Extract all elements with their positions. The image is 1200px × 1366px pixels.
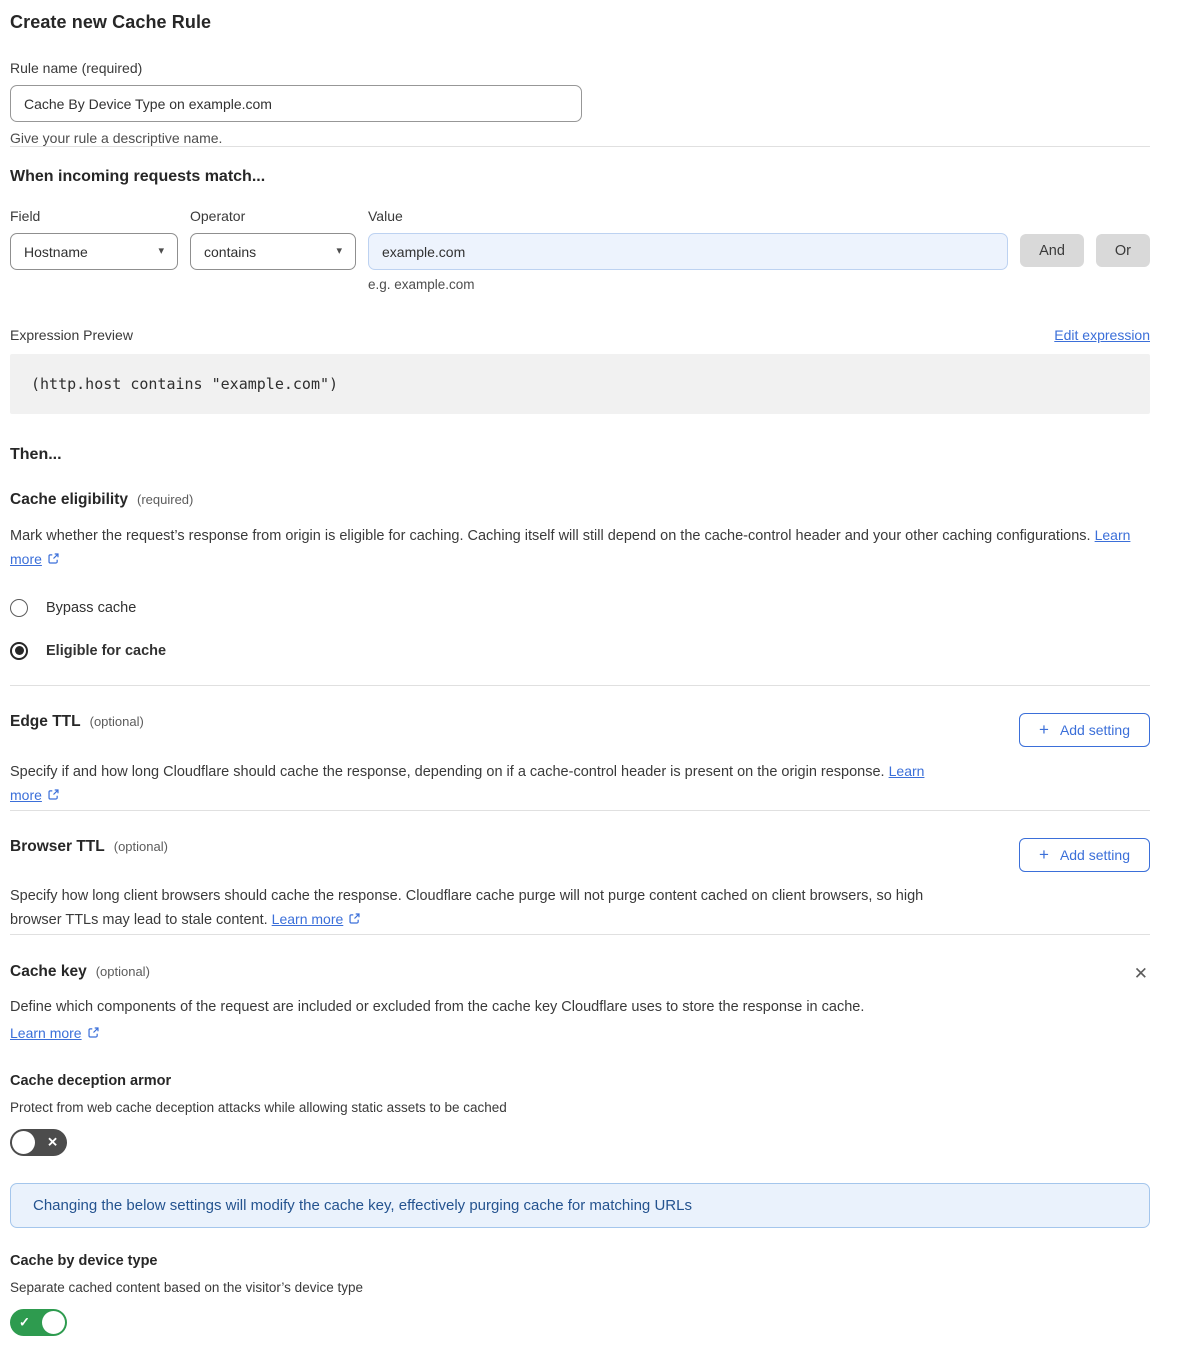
- toggle-knob: [12, 1131, 35, 1154]
- learn-more-link[interactable]: Learn more: [10, 762, 925, 804]
- edge-ttl-title: Edge TTL: [10, 712, 81, 730]
- radio-button-checked-icon: [10, 642, 28, 660]
- radio-bypass-cache-label: Bypass cache: [46, 599, 137, 616]
- optional-tag: (optional): [113, 838, 168, 854]
- field-label: Field: [10, 208, 41, 224]
- expression-code: (http.host contains "example.com"): [10, 354, 1150, 414]
- cache-eligibility-options: [10, 599, 1150, 660]
- toggle-check-icon: ✓: [19, 1314, 30, 1330]
- cache-by-device-type-title: Cache by device type: [10, 1252, 158, 1269]
- and-button[interactable]: And: [1020, 234, 1084, 267]
- optional-tag: (optional): [95, 963, 150, 979]
- cache-eligibility-description: [10, 524, 1150, 574]
- cache-deception-armor-toggle[interactable]: [10, 1129, 67, 1156]
- external-link-icon: [47, 553, 60, 569]
- match-condition-row: [10, 208, 1150, 292]
- operator-select[interactable]: [190, 233, 356, 270]
- browser-ttl-title: Browser TTL: [10, 837, 105, 855]
- external-link-icon: [348, 913, 361, 929]
- field-select-value: Hostname: [24, 243, 88, 260]
- field-select[interactable]: [10, 233, 178, 270]
- match-heading: When incoming requests match...: [10, 168, 266, 185]
- radio-button-icon: [10, 599, 28, 617]
- edge-ttl-description: [10, 760, 950, 810]
- browser-ttl-section: [10, 838, 1150, 934]
- learn-more-link[interactable]: Learn more: [10, 527, 1131, 568]
- chevron-down-icon: ▾: [336, 245, 342, 257]
- radio-eligible-for-cache[interactable]: [10, 642, 1150, 660]
- cache-key-learn-more-row: [10, 1022, 1150, 1047]
- value-input[interactable]: [368, 233, 1008, 270]
- edge-ttl-section: [10, 713, 1150, 810]
- cache-eligibility-section: [10, 491, 1150, 660]
- cache-eligibility-title: Cache eligibility: [10, 491, 129, 508]
- browser-ttl-description-text: Specify how long client browsers should cache the response. Cloudflare cache purge will not purge content cached on client browsers, so high browser TTLs may lead to stale content.: [10, 887, 924, 929]
- optional-tag: (optional): [89, 713, 144, 729]
- browser-ttl-description: [10, 885, 950, 934]
- learn-more-link[interactable]: Learn more: [10, 1025, 82, 1042]
- close-icon[interactable]: ✕: [1133, 963, 1148, 983]
- cache-eligibility-description-text: Mark whether the request’s response from origin is eligible for caching. Caching itself will still depend on the cache-control header and your other caching configurations.: [10, 528, 1091, 544]
- expression-preview-label: Expression Preview: [10, 327, 133, 343]
- edit-expression-link[interactable]: Edit expression: [1054, 327, 1150, 343]
- cache-key-warning-banner: Changing the below settings will modify the cache key, effectively purging cache for matching URLs: [10, 1183, 1150, 1228]
- divider: [10, 685, 1150, 686]
- radio-eligible-for-cache-label: Eligible for cache: [46, 642, 167, 659]
- external-link-icon: [47, 789, 60, 805]
- radio-bypass-cache[interactable]: [10, 599, 1150, 617]
- external-link-icon: [87, 1027, 100, 1043]
- plus-icon: +: [1039, 720, 1049, 740]
- browser-ttl-add-setting-button[interactable]: [1019, 838, 1150, 872]
- chevron-down-icon: ▾: [158, 245, 164, 257]
- divider: [10, 810, 1150, 811]
- rule-name-label: Rule name (required): [10, 60, 143, 76]
- then-heading: Then...: [10, 446, 62, 463]
- cache-by-device-type-description: Separate cached content based on the visitor’s device type: [10, 1279, 363, 1295]
- add-setting-label: Add setting: [1059, 846, 1130, 863]
- page-title: Create new Cache Rule: [10, 12, 212, 32]
- rule-name-section: [10, 60, 1150, 146]
- add-setting-label: Add setting: [1059, 721, 1130, 738]
- plus-icon: +: [1039, 845, 1049, 865]
- rule-name-help: Give your rule a descriptive name.: [10, 130, 223, 146]
- toggle-x-icon: ✕: [47, 1134, 58, 1150]
- cache-key-title: Cache key: [10, 962, 87, 980]
- cache-by-device-type-toggle[interactable]: [10, 1309, 67, 1336]
- value-label: Value: [368, 208, 403, 224]
- divider: [10, 934, 1150, 935]
- divider: [10, 146, 1150, 147]
- cache-key-description: Define which components of the request are included or excluded from the cache key Cloudflare uses to store the response in cache.: [10, 998, 865, 1015]
- toggle-knob: [42, 1311, 65, 1334]
- value-hint: e.g. example.com: [368, 277, 475, 292]
- operator-select-value: contains: [204, 243, 257, 260]
- rule-name-input[interactable]: [10, 85, 582, 122]
- or-button[interactable]: Or: [1096, 234, 1150, 267]
- edge-ttl-description-text: Specify if and how long Cloudflare should cache the response, depending on if a cache-control header is present on the origin response.: [10, 763, 885, 780]
- cache-deception-armor-title: Cache deception armor: [10, 1072, 172, 1089]
- cache-deception-armor-description: Protect from web cache deception attacks while allowing static assets to be cached: [10, 1099, 507, 1115]
- edge-ttl-add-setting-button[interactable]: [1019, 713, 1150, 747]
- cache-key-section: [10, 963, 1150, 1336]
- operator-label: Operator: [190, 208, 246, 224]
- required-tag: (required): [137, 492, 194, 507]
- learn-more-link[interactable]: Learn more: [271, 911, 344, 928]
- expression-preview-header: [10, 327, 1150, 343]
